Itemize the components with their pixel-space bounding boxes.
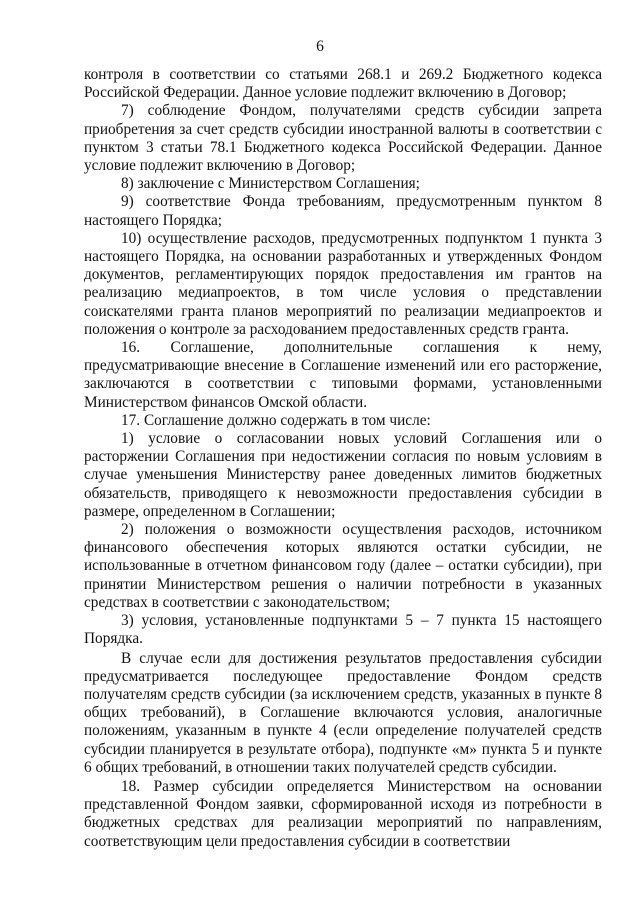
- paragraph-item-7: 7) соблюдение Фондом, получателями средств субсидии запрета приобретения за счет средств субсидии иностранной валюты в соответствии с пунктом 3 статьи 78.1 Бюджетного кодекса Российской Федерации. Данное условие подлежит включению в Договор;: [84, 102, 602, 175]
- page-number: 6: [316, 38, 324, 55]
- paragraph-item-9: 9) соответствие Фонда требованиям, предусмотренным пунктом 8 настоящего Порядка;: [84, 193, 602, 229]
- paragraph-clause-18: 18. Размер субсидии определяется Министерством на основании представленной Фондом заявки, сформированной исходя из потребности в бюджетных средствах для реализации мероприятий по направлениям, соответствующим цели предоставления субсидии в соответствии: [84, 777, 602, 850]
- paragraph-clause-17-item-3: 3) условия, установленные подпунктами 5 – 7 пункта 15 настоящего Порядка.: [84, 612, 602, 648]
- document-body: [84, 66, 602, 851]
- paragraph-clause-17-item-1: 1) условие о согласовании новых условий Соглашения или о расторжении Соглашения при недостижении согласия по новым условиям в случае уменьшения Министерству ранее доведенных лимитов бюджетных обязательств, приводящего к невозможности предоставления субсидии в размере, определенном в Соглашении;: [84, 430, 602, 520]
- paragraph-clause-17: 17. Соглашение должно содержать в том числе:: [121, 411, 431, 429]
- paragraph-continuation: контроля в соответствии со статьями 268.1 и 269.2 Бюджетного кодекса Российской Федерации. Данное условие подлежит включению в Договор;: [84, 66, 602, 102]
- paragraph-item-8: 8) заключение с Министерством Соглашения;: [121, 175, 420, 193]
- paragraph-special-case: В случае если для достижения результатов предоставления субсидии предусматривается последующее предоставление Фондом средств получателям средств субсидии (за исключением средств, указанных в пункте 8 общих требований), в Соглашение включаются условия, аналогичные положениям, указанным в пункте 4 (если определение получателей средств субсидии планируется в результате отбора), подпункте «м» пункта 5 и пункте 6 общих требований, в отношении таких получателей средств субсидии.: [84, 649, 602, 776]
- paragraph-item-10: 10) осуществление расходов, предусмотренных подпунктом 1 пункта 3 настоящего Порядка, на основании разработанных и утвержденных Фондом документов, регламентирующих порядок предоставления им грантов на реализацию медиапроектов, в том числе условия о представлении соискателями гранта планов мероприятий по реализации медиапроектов и положения о контроле за расходованием предоставленных средств гранта.: [84, 229, 602, 338]
- paragraph-clause-16: 16. Соглашение, дополнительные соглашения к нему, предусматривающие внесение в Соглашение изменений или его расторжение, заключаются в соответствии с типовыми формами, установленными Министерством финансов Омской области.: [84, 339, 602, 411]
- paragraph-clause-17-item-2: 2) положения о возможности осуществления расходов, источником финансового обеспечения которых являются остатки субсидии, не использованные в отчетном финансовом году (далее – остатки субсидии), при принятии Министерством решения о наличии потребности в указанных средствах в соответствии с законодательством;: [84, 521, 602, 611]
